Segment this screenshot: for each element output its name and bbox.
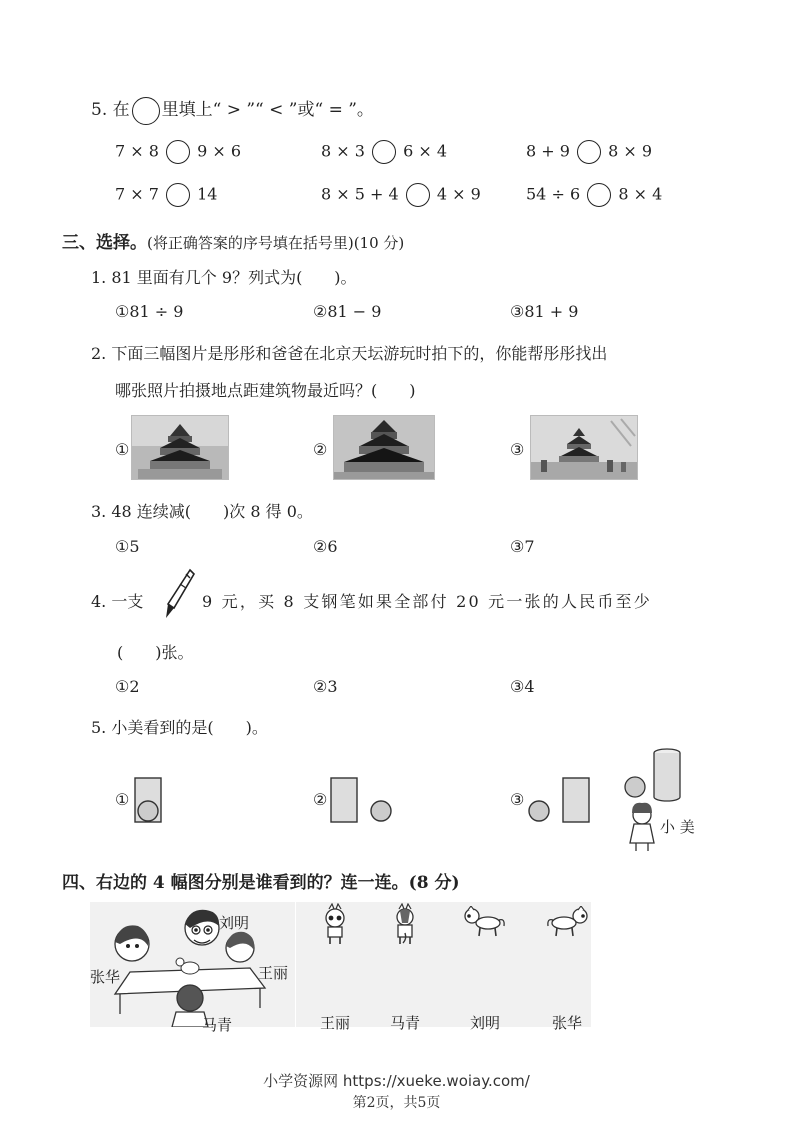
s3-q5-mark-1[interactable]: ①: [115, 790, 130, 809]
horse-right-side-icon: [546, 906, 590, 942]
s3-q2-line2: 哪张照片拍摄地点距建筑物最近吗？( ): [115, 381, 416, 400]
s3-q2-line1: 2. 下面三幅图片是彤彤和爸爸在北京天坛游玩时拍下的，你能帮彤彤找出: [91, 344, 608, 363]
match-name-2[interactable]: 马青: [390, 1014, 421, 1032]
s3-q1-option-3[interactable]: ③81 + 9: [510, 302, 579, 321]
q5-right: 14: [197, 184, 218, 204]
section4-title: 四、右边的 4 幅图分别是谁看到的？连一连。(8 分): [62, 873, 460, 893]
q5-title-b: 里填上“ > ”“ < ”或“ = ”。: [161, 100, 374, 120]
q5-item-1-2: [321, 140, 447, 164]
q5-right: 4 × 9: [436, 184, 481, 204]
section3-note: (将正确答案的序号填在括号里)(10 分): [147, 234, 405, 252]
horse-left-side-icon: [462, 906, 506, 942]
s3-q2-mark-3[interactable]: ③: [510, 440, 525, 459]
horse-front-view-icon: [320, 903, 350, 949]
s3-q2-mark-1[interactable]: ①: [115, 440, 130, 459]
match-name-3[interactable]: 刘明: [470, 1014, 501, 1032]
q5-right: 8 × 4: [618, 184, 663, 204]
s3-q1-option-1[interactable]: ①81 ÷ 9: [115, 302, 184, 321]
s3-q1-text: 1. 81 里面有几个 9？列式为( )。: [91, 268, 357, 287]
view-option-2: [329, 776, 395, 828]
q5-left: 8 × 3: [321, 141, 365, 161]
answer-circle[interactable]: [166, 183, 190, 207]
s3-q5-mark-3[interactable]: ③: [510, 790, 525, 809]
footer-page-number: 第2页，共5页: [352, 1095, 441, 1111]
q5-right: 9 × 6: [197, 141, 242, 161]
q5-left: 7 × 7: [115, 184, 159, 204]
q5-title: [91, 95, 374, 125]
scene-name-zhanghua: 张华: [90, 968, 121, 986]
s3-q4-option-3[interactable]: ③4: [510, 677, 535, 696]
s3-q3-text: 3. 48 连续减( )次 8 得 0。: [91, 502, 313, 521]
section3-header: [62, 228, 404, 253]
s3-q4-option-1[interactable]: ①2: [115, 677, 140, 696]
s3-q3-option-1[interactable]: ①5: [115, 537, 140, 556]
q5-item-2-2: [321, 183, 481, 207]
answer-circle[interactable]: [577, 140, 601, 164]
s3-q2-mark-2[interactable]: ②: [313, 440, 328, 459]
s3-q5-mark-2[interactable]: ②: [313, 790, 328, 809]
q5-item-2-3: [526, 183, 662, 207]
section3-title: 三、选择。: [62, 233, 147, 253]
q5-item-1-1: [115, 140, 241, 164]
answer-circle[interactable]: [166, 140, 190, 164]
q5-item-1-3: [526, 140, 652, 164]
s3-q1-option-2[interactable]: ②81 − 9: [313, 302, 382, 321]
match-name-1[interactable]: 王丽: [320, 1014, 351, 1032]
q5-left: 54 ÷ 6: [526, 184, 581, 204]
q5-left: 8 + 9: [526, 141, 570, 161]
s3-q3-option-3[interactable]: ③7: [510, 537, 535, 556]
blank-circle-icon: [132, 97, 160, 125]
footer-site: 小学资源网 https://xueke.woiay.com/: [263, 1072, 530, 1090]
s3-q5-text: 5. 小美看到的是( )。: [91, 718, 268, 737]
answer-circle[interactable]: [587, 183, 611, 207]
answer-circle[interactable]: [372, 140, 396, 164]
scene-name-liuming: 刘明: [219, 914, 250, 932]
xiaomei-label: 小 美: [660, 818, 695, 836]
s3-q4-line2: ( )张。: [117, 643, 194, 662]
s3-q4-text-b: 9 元，买 8 支钢笔如果全部付 20 元一张的人民币至少: [202, 592, 652, 611]
s3-q4-option-2[interactable]: ②3: [313, 677, 338, 696]
temple-photo-3: [530, 415, 638, 480]
pen-icon: [160, 568, 196, 624]
s3-q4-text-a: 4. 一支: [91, 592, 144, 611]
s3-q3-option-2[interactable]: ②6: [313, 537, 338, 556]
q5-left: 7 × 8: [115, 141, 159, 161]
xiaomei-scene: [620, 745, 702, 859]
scene-name-maqing: 马青: [202, 1016, 233, 1034]
answer-circle[interactable]: [406, 183, 430, 207]
q5-left: 8 × 5 + 4: [321, 184, 399, 204]
horse-back-view-icon: [390, 903, 420, 949]
view-option-1: [133, 776, 165, 828]
match-name-4[interactable]: 张华: [552, 1014, 583, 1032]
scene-name-wangli: 王丽: [258, 964, 289, 982]
temple-photo-2: [333, 415, 435, 480]
q5-right: 6 × 4: [403, 141, 448, 161]
view-option-3: [527, 776, 593, 828]
q5-right: 8 × 9: [608, 141, 653, 161]
temple-photo-1: [131, 415, 229, 480]
q5-title-a: 5. 在: [91, 100, 130, 120]
q5-item-2-1: [115, 183, 217, 207]
